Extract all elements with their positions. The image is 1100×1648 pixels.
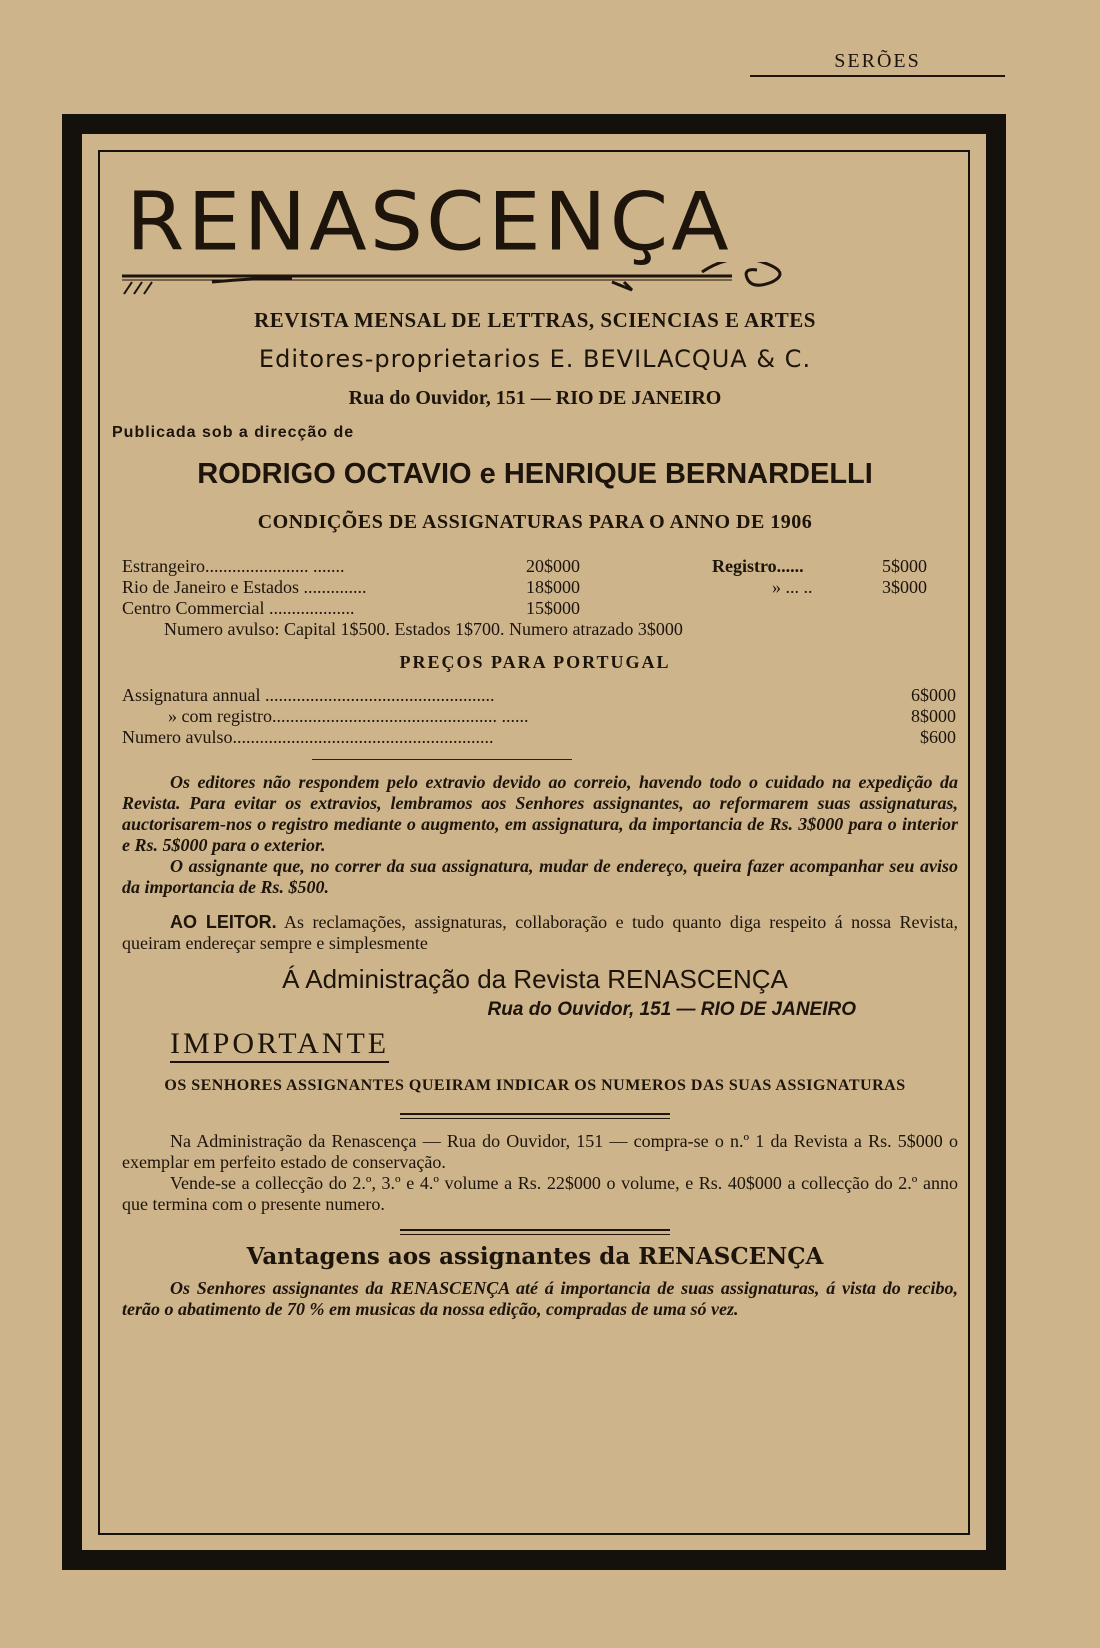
- portugal-label-avulso: Numero avulso..........................................................: [122, 727, 494, 747]
- portugal-label-annual: Assignatura annual ...................................................: [122, 685, 495, 705]
- advertisement-content: [112, 175, 958, 1320]
- directors-names: RODRIGO OCTAVIO e HENRIQUE BERNARDELLI: [197, 458, 873, 490]
- portugal-value-registro: 8$000: [911, 706, 956, 726]
- price-avulso: Numero avulso: Capital 1$500. Estados 1$700. Numero atrazado 3$000: [164, 619, 683, 639]
- vantagens-text: Os Senhores assignantes da RENASCENÇA até á importancia de suas assignaturas, á vista do recibo, terão o abatimento de 70 % em musicas da nossa edição, compradas de uma só vez.: [122, 1278, 958, 1319]
- price-value-rio: 18$000: [526, 577, 580, 597]
- divider-double: [400, 1113, 670, 1119]
- portugal-label-registro: » com registro.................................................. ......: [168, 706, 529, 726]
- notice-address-change: O assignante que, no correr da sua assignatura, mudar de endereço, queira fazer acompanhar seu aviso da importancia de Rs. $500.: [122, 856, 958, 897]
- address-line: Rua do Ouvidor, 151 — RIO DE JANEIRO: [348, 387, 722, 409]
- price-label-centro: Centro Commercial ...................: [122, 598, 355, 618]
- leitor-text: As reclamações, assignaturas, collaboração e tudo quanto diga respeito á nossa Revista, queiram endereçar sempre e simplesmente: [122, 912, 958, 953]
- price-value-registro-2: 3$000: [882, 577, 927, 597]
- administration-line: Á Administração da Revista RENASCENÇA: [282, 964, 788, 994]
- sales-notice-1: Na Administração da Renascença — Rua do Ouvidor, 151 — compra-se o n.º 1 da Revista a Rs. 5$000 o exemplar em perfeito estado de conservação.: [122, 1131, 958, 1172]
- portugal-title: PREÇOS PARA PORTUGAL: [399, 652, 671, 672]
- price-label-registro-2: » ... ..: [772, 577, 813, 597]
- divider-double-2: [400, 1229, 670, 1235]
- administration-address: Rua do Ouvidor, 151 — RIO DE JANEIRO: [487, 999, 856, 1020]
- divider: [312, 759, 572, 760]
- subscription-prices: [112, 556, 958, 640]
- leitor-label: AO LEITOR.: [170, 912, 277, 932]
- price-value-estrangeiro: 20$000: [526, 556, 580, 576]
- price-value-centro: 15$000: [526, 598, 580, 618]
- importante-heading: IMPORTANTE: [170, 1029, 389, 1063]
- price-label-rio: Rio de Janeiro e Estados ..............: [122, 577, 367, 597]
- price-label-estrangeiro: Estrangeiro....................... .......: [122, 556, 345, 576]
- portugal-value-avulso: $600: [920, 727, 956, 747]
- price-value-registro: 5$000: [882, 556, 927, 576]
- masthead-title: RENASCENÇA: [126, 175, 732, 269]
- leitor-paragraph: [122, 912, 958, 954]
- published-by: Publicada sob a direcção de: [112, 424, 355, 441]
- portugal-value-annual: 6$000: [911, 685, 956, 705]
- subtitle: REVISTA MENSAL DE LETTRAS, SCIENCIAS E ARTES: [254, 308, 816, 332]
- sales-notice-2: Vende-se a collecção do 2.º, 3.º e 4.º volume a Rs. 22$000 o volume, e Rs. 40$000 a collecção do 2.º anno que termina com o presente numero.: [122, 1173, 958, 1214]
- portugal-prices: [112, 685, 958, 749]
- price-label-registro: Registro......: [712, 556, 804, 576]
- notice-postal: Os editores não respondem pelo extravio devido ao correio, havendo todo o cuidado na expedição da Revista. Para evitar os extravios, lembramos aos Senhores assignantes, ao reformarem suas assignaturas, auctorisarem-nos o registro mediante o augmento, em assignatura, da importancia de Rs. 3$000 para o interior e Rs. 5$000 para o exterior.: [122, 772, 958, 855]
- page-header: SERÕES: [750, 50, 1005, 77]
- vantagens-title: Vantagens aos assignantes da RENASCENÇA: [246, 1243, 824, 1270]
- editors-line: Editores-proprietarios E. BEVILACQUA & C.: [258, 345, 812, 373]
- conditions-title: CONDIÇÕES DE ASSIGNATURAS PARA O ANNO DE 1906: [257, 511, 813, 533]
- importante-notice: OS SENHORES ASSIGNANTES QUEIRAM INDICAR OS NUMEROS DAS SUAS ASSIGNATURAS: [164, 1077, 906, 1094]
